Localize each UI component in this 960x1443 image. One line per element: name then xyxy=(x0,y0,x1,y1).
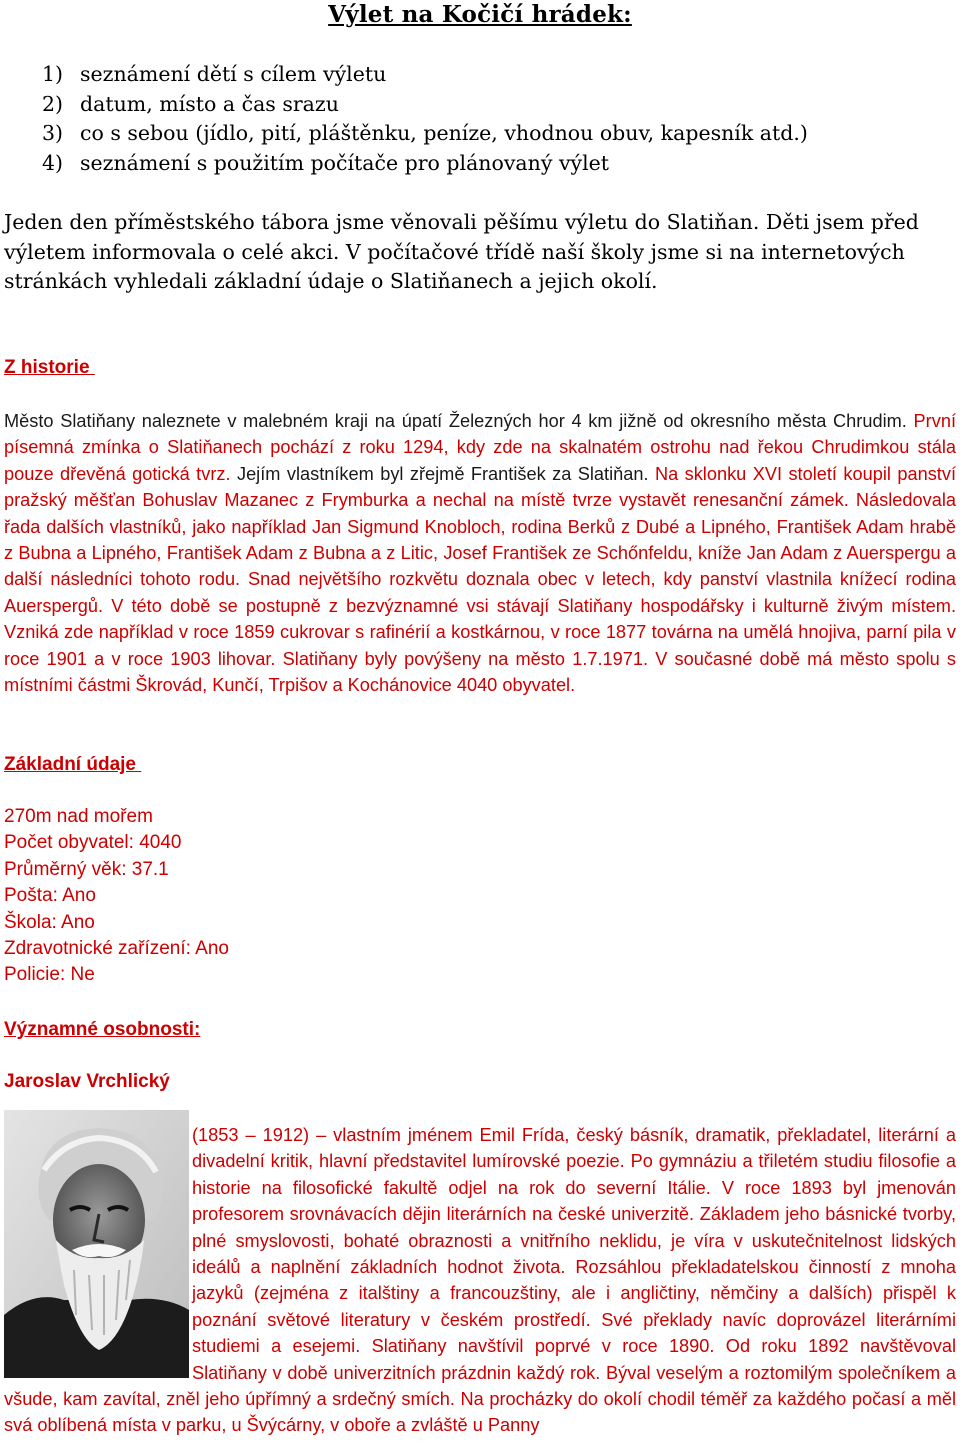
basic-info-heading: Základní údaje xyxy=(4,754,142,775)
basic-info-item: Počet obyvatel: 4040 xyxy=(4,832,182,854)
history-paragraph: Město Slatiňany naleznete v malebném kraji na úpatí Železných hor 4 km jižně od okresního města Chrudim. První písemná zmínka o Slatiňanech pochází z roku 1294, kdy zde na skalnatém ostrohu nad řekou Chrudimkou stála pouze dřevěná gotická tvrz. Jejím vlastníkem byl zřejmě František za Slatiňan. Na sklonku XVI století koupil panství pražský měšťan Bohuslav Mazanec z Frymburka a nechal na místě tvrze vystavět renesanční zámek. Následovala řada dalších vlastníků, jako například Jan Sigmund Knobloch, rodina Berků z Dubé a Lipného, František Adam hrabě z Bubna a Lipného, František Adam z Bubna a z Litic, Josef František ze Schőnfeldu, kníže Jan Adam z Auerspergu a další následníci tohoto rodu. Snad největšího rozkvětu doznala obec v letech, kdy panství vlastnila knížecí rodina Auerspergů. V této době se postupně z bezvýznamné vsi stávají Slatiňany hospodářsky i kulturně živým místem. Vzniká zde například v roce 1859 cukrovar s rafinérií a kostkárnou, v roce 1877 továrna na umělá hnojiva, parní pila v roce 1901 a v roce 1903 lihovar. Slatiňany byly povýšeny na město 1.7.1971. V současné době má město spolu s místními částmi Škrovád, Kunčí, Trpišov a Kochánovice 4040 obyvatel. xyxy=(4,411,956,696)
basic-info-item: Pošta: Ano xyxy=(4,885,96,907)
basic-info-item: Škola: Ano xyxy=(4,911,95,933)
basic-info-list xyxy=(4,804,229,989)
biography-paragraph: (1853 – 1912) – vlastním jménem Emil Frída, český básník, dramatik, překladatel, literární a divadelní kritik, hlavní představitel lumírovské poezie. Po gymnáziu a třiletém studiu filosofie a historie na filosofické fakultě odjel na rok do severní Itálie. V roce 1893 byl jmenován profesorem srovnávacích dějin literárních na české univerzitě. Základem jeho básnické tvorby, plné smyslovosti, bohaté obraznosti a vnitřního neklidu, je víra v uskutečnitelnost lidských ideálů a naplnění základních hodnot života. Rozsáhlou překladatelskou činností z mnoha jazyků (zejména z italštiny a francouzštiny, ale i angličtiny, němčiny a dalších) přispěl k poznání světové literatury v českém prostředí. Své překlady navíc doprovázel literárními studiemi a esejemi. Slatiňany navštívil poprvé v roce 1890. Od roku 1892 navštěvoval Slatiňany v době univerzitních prázdnin každý rok. Býval veselým a roztomilým společníkem a všude, kam zavítal, zněl jeho úpřímný a srdečný smích. Na procházky do okolí chodil téměř za každého počasí a měl svá oblíbená místa v parku, u Švýcárny, v oboře a zvláště u Panny xyxy=(4,1122,956,1439)
personalities-heading: Významné osobnosti: xyxy=(4,1019,201,1040)
basic-info-item: Policie: Ne xyxy=(4,964,95,986)
intro-list xyxy=(42,60,808,178)
history-heading: Z historie xyxy=(4,357,95,378)
intro-paragraph: Jeden den příměstského tábora jsme věnovali pěšímu výletu do Slatiňan. Děti jsem před výletem informovala o celé akci. V počítačové třídě naší školy jsme si na internetových stránkách vyhledali základní údaje o Slatiňanech a jejich okolí. xyxy=(4,210,919,293)
intro-list-item: 2) datum, místo a čas srazu xyxy=(42,91,339,116)
intro-list-item: 3) co s sebou (jídlo, pití, pláštěnku, peníze, vhodnou obuv, kapesník atd.) xyxy=(42,121,808,145)
basic-info-item: Zdravotnické zařízení: Ano xyxy=(4,938,229,960)
intro-list-item: 1) seznámení dětí s cílem výletu xyxy=(42,62,387,86)
basic-info-item: Průměrný věk: 37.1 xyxy=(4,858,169,880)
portrait-spacer xyxy=(4,1122,190,1386)
basic-info-item: 270m nad mořem xyxy=(4,806,153,827)
intro-list-item: 4) seznámení s použitím počítače pro plánovaný výlet xyxy=(42,150,610,175)
person-name: Jaroslav Vrchlický xyxy=(4,1071,170,1092)
document-title: Výlet na Kočičí hrádek: xyxy=(328,1,632,28)
